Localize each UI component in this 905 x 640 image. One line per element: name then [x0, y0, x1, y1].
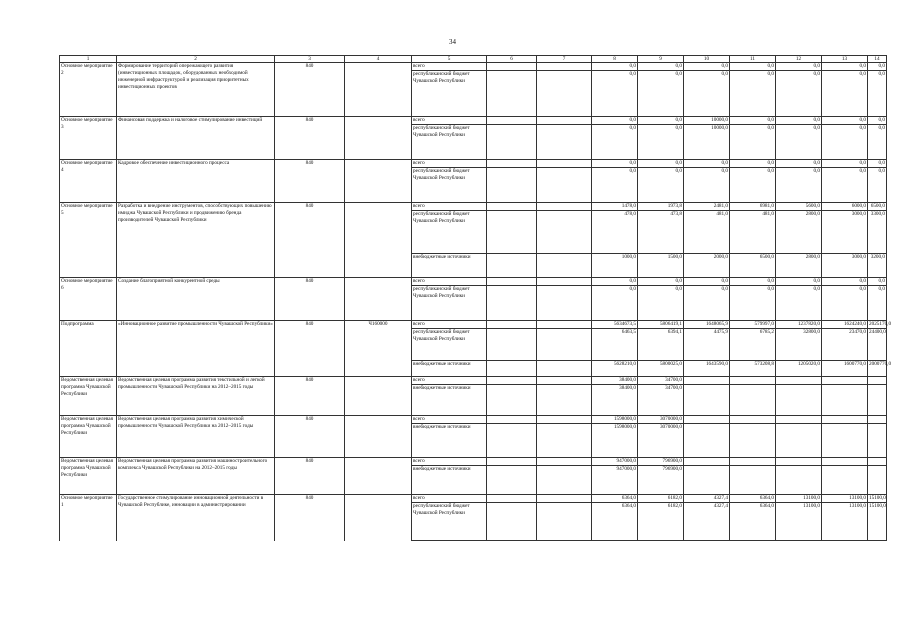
- empty-cell: [487, 321, 537, 329]
- empty-cell: [537, 211, 592, 254]
- value-cell: [684, 385, 730, 416]
- empty-cell: [537, 377, 592, 385]
- value-cell: 38400,0: [592, 385, 638, 416]
- block-description: Создание благоприятной конкурентной среды: [117, 278, 275, 321]
- empty-cell: [487, 416, 537, 424]
- value-cell: 3000,0: [822, 254, 868, 278]
- block-first-row: [60, 63, 887, 71]
- value-cell: 2800,0: [776, 211, 822, 254]
- block-first-row: [60, 495, 887, 503]
- value-cell: 6785,2: [730, 329, 776, 361]
- block-name: Подпрограмма: [60, 321, 117, 377]
- empty-cell: [537, 329, 592, 361]
- funding-source: всего: [412, 377, 487, 385]
- value-cell: 2000,0: [684, 254, 730, 278]
- empty-cell: [537, 168, 592, 203]
- block-name: Основное мероприятие 5: [60, 203, 117, 278]
- block-target-code: [345, 278, 412, 321]
- value-cell: 947000,0: [592, 458, 638, 466]
- value-cell: 1643590,0: [684, 361, 730, 377]
- empty-cell: [537, 424, 592, 458]
- block-code: 840: [275, 416, 345, 458]
- empty-cell: [537, 117, 592, 125]
- funding-source: всего: [412, 63, 487, 71]
- empty-cell: [487, 466, 537, 495]
- empty-cell: [537, 361, 592, 377]
- value-cell: 1237820,0: [776, 321, 822, 329]
- block-first-row: [60, 117, 887, 125]
- block-target-code: [345, 203, 412, 278]
- block-description: Кадровое обеспечение инвестиционного процесса: [117, 160, 275, 203]
- value-cell: 0,0: [592, 278, 638, 286]
- value-cell: 5800025,0: [638, 361, 684, 377]
- value-cell: 0,0: [592, 63, 638, 71]
- value-cell: [868, 377, 887, 385]
- value-cell: [730, 466, 776, 495]
- block-name: Ведомственная целевая программа Чувашской Республики: [60, 458, 117, 495]
- value-cell: 0,0: [776, 286, 822, 321]
- funding-source: внебюджетные источники: [412, 385, 487, 416]
- value-cell: 0,0: [822, 117, 868, 125]
- header-cell: 9: [638, 56, 684, 63]
- empty-cell: [537, 63, 592, 71]
- value-cell: 3070000,0: [638, 416, 684, 424]
- value-cell: 0,0: [684, 63, 730, 71]
- empty-cell: [487, 117, 537, 125]
- value-cell: 481,0: [684, 211, 730, 254]
- funding-source: всего: [412, 117, 487, 125]
- value-cell: 0,0: [730, 278, 776, 286]
- funding-source: всего: [412, 321, 487, 329]
- value-cell: 0,0: [592, 71, 638, 117]
- block-name: Основное мероприятие 1: [60, 495, 117, 541]
- block-description: Ведомственная целевая программа развития текстильной и легкой промышленности Чувашской Республики на 2012–2015 годы: [117, 377, 275, 416]
- value-cell: 4327,4: [684, 495, 730, 503]
- value-cell: 0,0: [868, 63, 887, 71]
- value-cell: 2800,0: [776, 254, 822, 278]
- value-cell: [868, 424, 887, 458]
- empty-cell: [537, 416, 592, 424]
- funding-source: всего: [412, 278, 487, 286]
- value-cell: 0,0: [638, 278, 684, 286]
- block-code: 840: [275, 458, 345, 495]
- empty-cell: [487, 458, 537, 466]
- value-cell: 0,0: [592, 286, 638, 321]
- block-first-row: [60, 160, 887, 168]
- value-cell: [730, 385, 776, 416]
- block-code: 840: [275, 203, 345, 278]
- value-cell: 478,0: [592, 211, 638, 254]
- funding-source: республиканский бюджет Чувашской Республики: [412, 503, 487, 541]
- value-cell: 1598000,0: [592, 416, 638, 424]
- header-cell: 8: [592, 56, 638, 63]
- value-cell: 0,0: [684, 168, 730, 203]
- value-cell: 0,0: [684, 71, 730, 117]
- empty-cell: [537, 458, 592, 466]
- value-cell: 6182,0: [638, 503, 684, 541]
- value-cell: [684, 458, 730, 466]
- value-cell: 0,0: [868, 168, 887, 203]
- value-cell: [684, 377, 730, 385]
- value-cell: 24400,0: [868, 329, 887, 361]
- empty-cell: [537, 160, 592, 168]
- value-cell: 13100,0: [776, 495, 822, 503]
- budget-table: [59, 55, 892, 541]
- value-cell: 0,0: [592, 117, 638, 125]
- value-cell: 0,0: [822, 286, 868, 321]
- value-cell: 0,0: [638, 168, 684, 203]
- value-cell: 34700,0: [638, 385, 684, 416]
- value-cell: [822, 377, 868, 385]
- empty-cell: [537, 385, 592, 416]
- value-cell: 13100,0: [776, 503, 822, 541]
- value-cell: 0,0: [822, 278, 868, 286]
- funding-source: внебюджетные источники: [412, 424, 487, 458]
- funding-source: всего: [412, 495, 487, 503]
- value-cell: 5806419,1: [638, 321, 684, 329]
- empty-cell: [537, 278, 592, 286]
- block-name: Основное мероприятие 2: [60, 63, 117, 117]
- block-description: Разработка и внедрение инструментов, способствующих повышению имиджа Чувашской Республики и продвижению бренда производителей Чувашской Республики: [117, 203, 275, 278]
- value-cell: 4475,9: [684, 329, 730, 361]
- block-description: Ведомственная целевая программа развития машиностроительного комплекса Чувашской Республики на 2012–2015 годы: [117, 458, 275, 495]
- empty-cell: [487, 125, 537, 160]
- value-cell: 947000,0: [592, 466, 638, 495]
- value-cell: 579997,0: [730, 321, 776, 329]
- value-cell: 0,0: [822, 63, 868, 71]
- value-cell: 5600,0: [776, 203, 822, 211]
- header-cell: 6: [487, 56, 537, 63]
- funding-source: всего: [412, 160, 487, 168]
- value-cell: 38400,0: [592, 377, 638, 385]
- block-name: Основное мероприятие 4: [60, 160, 117, 203]
- value-cell: 0,0: [730, 160, 776, 168]
- value-cell: 0,0: [730, 125, 776, 160]
- value-cell: 0,0: [776, 125, 822, 160]
- value-cell: 10000,0: [684, 117, 730, 125]
- value-cell: 1973,8: [638, 203, 684, 211]
- value-cell: [868, 458, 887, 466]
- value-cell: 6000,0: [822, 203, 868, 211]
- value-cell: 0,0: [638, 160, 684, 168]
- empty-cell: [537, 503, 592, 541]
- empty-cell: [537, 125, 592, 160]
- block-target-code: Ч160000: [345, 321, 412, 377]
- value-cell: [822, 458, 868, 466]
- empty-cell: [537, 466, 592, 495]
- value-cell: 0,0: [730, 286, 776, 321]
- value-cell: 13100,0: [822, 503, 868, 541]
- value-cell: 1600770,0: [822, 361, 868, 377]
- value-cell: 1500,0: [638, 254, 684, 278]
- empty-cell: [487, 424, 537, 458]
- value-cell: 0,0: [868, 160, 887, 168]
- value-cell: 5634673,5: [592, 321, 638, 329]
- empty-cell: [537, 203, 592, 211]
- block-target-code: [345, 495, 412, 541]
- value-cell: [776, 377, 822, 385]
- value-cell: 5628210,0: [592, 361, 638, 377]
- value-cell: 0,0: [684, 278, 730, 286]
- page-number: 34: [449, 38, 456, 46]
- block-description: «Инновационное развитие промышленности Чувашской Республики»: [117, 321, 275, 377]
- funding-source: республиканский бюджет Чувашской Республики: [412, 286, 487, 321]
- block-target-code: [345, 458, 412, 495]
- value-cell: 6394,1: [638, 329, 684, 361]
- value-cell: 1648065,9: [684, 321, 730, 329]
- value-cell: [684, 424, 730, 458]
- value-cell: [822, 416, 868, 424]
- header-cell: 14: [868, 56, 887, 63]
- block-description: Финансовая поддержка и налоговое стимулирование инвестиций: [117, 117, 275, 160]
- empty-cell: [487, 329, 537, 361]
- value-cell: 4327,4: [684, 503, 730, 541]
- value-cell: 0,0: [730, 71, 776, 117]
- value-cell: 0,0: [868, 71, 887, 117]
- funding-source: республиканский бюджет Чувашской Республики: [412, 211, 487, 254]
- value-cell: 6981,0: [730, 203, 776, 211]
- empty-cell: [487, 361, 537, 377]
- funding-source: республиканский бюджет Чувашской Республики: [412, 168, 487, 203]
- block-name: Ведомственная целевая программа Чувашской Республики: [60, 377, 117, 416]
- value-cell: 0,0: [868, 278, 887, 286]
- empty-cell: [537, 495, 592, 503]
- block-target-code: [345, 117, 412, 160]
- empty-cell: [537, 286, 592, 321]
- value-cell: 23470,0: [822, 329, 868, 361]
- value-cell: 3070000,0: [638, 424, 684, 458]
- value-cell: 0,0: [730, 63, 776, 71]
- value-cell: 6364,0: [592, 495, 638, 503]
- block-first-row: [60, 416, 887, 424]
- value-cell: 0,0: [868, 125, 887, 160]
- header-cell: 11: [730, 56, 776, 63]
- value-cell: [776, 458, 822, 466]
- value-cell: 0,0: [638, 117, 684, 125]
- value-cell: 2025170,0: [869, 321, 892, 327]
- value-cell: 13100,0: [822, 495, 868, 503]
- value-cell: 1624240,0: [822, 321, 868, 329]
- funding-source: республиканский бюджет Чувашской Республики: [412, 125, 487, 160]
- value-cell: [684, 416, 730, 424]
- block-code: 840: [275, 63, 345, 117]
- header-cell: 7: [537, 56, 592, 63]
- header-cell: 5: [412, 56, 487, 63]
- empty-cell: [537, 254, 592, 278]
- block-first-row: [60, 278, 887, 286]
- value-cell: 0,0: [730, 168, 776, 203]
- value-cell: 2481,0: [684, 203, 730, 211]
- value-cell: [730, 458, 776, 466]
- value-cell: 0,0: [730, 117, 776, 125]
- value-cell: [684, 466, 730, 495]
- empty-cell: [537, 71, 592, 117]
- empty-cell: [487, 286, 537, 321]
- block-description: Государственное стимулирование инновационной деятельности в Чувашской Республике, инновации в администрировании: [117, 495, 275, 541]
- value-cell: 3200,0: [868, 254, 887, 278]
- block-first-row: [60, 203, 887, 211]
- empty-cell: [487, 211, 537, 254]
- empty-cell: [487, 254, 537, 278]
- value-cell: 1598000,0: [592, 424, 638, 458]
- header-cell: 2: [117, 56, 275, 63]
- block-code: 840: [275, 160, 345, 203]
- value-cell: 0,0: [868, 117, 887, 125]
- value-cell: 6364,0: [730, 503, 776, 541]
- block-code: 840: [275, 377, 345, 416]
- value-cell: 0,0: [638, 63, 684, 71]
- block-target-code: [345, 63, 412, 117]
- value-cell: 473,8: [638, 211, 684, 254]
- value-cell: 0,0: [776, 168, 822, 203]
- value-cell: 1478,0: [592, 203, 638, 211]
- empty-cell: [487, 63, 537, 71]
- header-cell: 1: [60, 56, 117, 63]
- funding-source: внебюджетные источники: [412, 466, 487, 495]
- value-cell: 0,0: [638, 125, 684, 160]
- empty-cell: [487, 278, 537, 286]
- value-cell: 0,0: [592, 160, 638, 168]
- value-cell: 0,0: [776, 160, 822, 168]
- block-code: 840: [275, 117, 345, 160]
- value-cell: 0,0: [822, 71, 868, 117]
- funding-source: всего: [412, 458, 487, 466]
- budget-table-container: [59, 55, 892, 541]
- value-cell: [776, 424, 822, 458]
- value-cell: [822, 385, 868, 416]
- value-cell: 0,0: [776, 71, 822, 117]
- value-cell: 32800,0: [776, 329, 822, 361]
- value-cell: 0,0: [592, 168, 638, 203]
- value-cell: 0,0: [638, 71, 684, 117]
- header-cell: 13: [822, 56, 868, 63]
- funding-source: республиканский бюджет Чувашской Республики: [412, 71, 487, 117]
- block-first-row: [60, 377, 887, 385]
- value-cell: 6500,0: [868, 203, 887, 211]
- value-cell: 0,0: [822, 160, 868, 168]
- value-cell: 1000,0: [592, 254, 638, 278]
- value-cell: 10000,0: [684, 125, 730, 160]
- block-name: Основное мероприятие 6: [60, 278, 117, 321]
- value-cell: 15100,0: [869, 495, 886, 501]
- value-cell: [776, 416, 822, 424]
- value-cell: 796900,0: [638, 466, 684, 495]
- funding-source: республиканский бюджет Чувашской Республики: [412, 329, 487, 361]
- empty-cell: [487, 168, 537, 203]
- value-cell: [730, 416, 776, 424]
- empty-cell: [487, 503, 537, 541]
- value-cell: 0,0: [684, 160, 730, 168]
- value-cell: [868, 385, 887, 416]
- header-cell: 10: [684, 56, 730, 63]
- empty-cell: [487, 495, 537, 503]
- value-cell: 796900,0: [638, 458, 684, 466]
- value-cell: 0,0: [776, 278, 822, 286]
- block-description: Формирование территорий опережающего развития (инвестиционных площадок, оборудованных необходимой инженерной инфраструктурой и реализация приоритетных инвестиционных проектов: [117, 63, 275, 117]
- value-cell: [776, 466, 822, 495]
- value-cell: 2000770,0: [868, 361, 887, 377]
- empty-cell: [487, 385, 537, 416]
- value-cell: 0,0: [868, 286, 887, 321]
- value-cell: 481,0: [730, 211, 776, 254]
- value-cell: [730, 424, 776, 458]
- funding-source: внебюджетные источники: [412, 254, 487, 278]
- block-target-code: [345, 377, 412, 416]
- block-first-row: [60, 458, 887, 466]
- block-name: Основное мероприятие 3: [60, 117, 117, 160]
- value-cell: 3300,0: [868, 211, 887, 254]
- header-cell: 12: [776, 56, 822, 63]
- funding-source: всего: [412, 203, 487, 211]
- value-cell: 6182,0: [638, 495, 684, 503]
- header-cell: 4: [345, 56, 412, 63]
- empty-cell: [487, 377, 537, 385]
- block-code: 840: [275, 495, 345, 541]
- empty-cell: [537, 321, 592, 329]
- value-cell: 6463,5: [592, 329, 638, 361]
- value-cell: [868, 416, 887, 424]
- block-code: 840: [275, 321, 345, 377]
- value-cell: 1205020,0: [776, 361, 822, 377]
- value-cell: 0,0: [776, 117, 822, 125]
- value-cell: 15100,0: [868, 503, 887, 541]
- block-target-code: [345, 416, 412, 458]
- value-cell: [730, 377, 776, 385]
- value-cell: 0,0: [776, 63, 822, 71]
- value-cell: 573208,8: [730, 361, 776, 377]
- header-row: [60, 56, 887, 63]
- block-name: Ведомственная целевая программа Чувашской Республики: [60, 416, 117, 458]
- empty-cell: [487, 203, 537, 211]
- block-first-row: [60, 321, 887, 329]
- value-cell: 3000,0: [822, 211, 868, 254]
- funding-source: всего: [412, 416, 487, 424]
- block-description: Ведомственная целевая программа развития химической промышленности Чувашской Республики на 2012–2015 годы: [117, 416, 275, 458]
- empty-cell: [487, 71, 537, 117]
- empty-cell: [487, 160, 537, 168]
- value-cell: 6500,0: [730, 254, 776, 278]
- value-cell: [776, 385, 822, 416]
- funding-source: внебюджетные источники: [412, 361, 487, 377]
- value-cell: 0,0: [684, 286, 730, 321]
- value-cell: 34700,0: [638, 377, 684, 385]
- value-cell: 6364,0: [592, 503, 638, 541]
- value-cell: 0,0: [822, 125, 868, 160]
- header-cell: 3: [275, 56, 345, 63]
- value-cell: 0,0: [638, 286, 684, 321]
- value-cell: 6364,0: [730, 495, 776, 503]
- value-cell: 0,0: [592, 125, 638, 160]
- value-cell: 0,0: [822, 168, 868, 203]
- value-cell: [822, 424, 868, 458]
- block-target-code: [345, 160, 412, 203]
- value-cell: [822, 466, 868, 495]
- block-code: 840: [275, 278, 345, 321]
- value-cell: [868, 466, 887, 495]
